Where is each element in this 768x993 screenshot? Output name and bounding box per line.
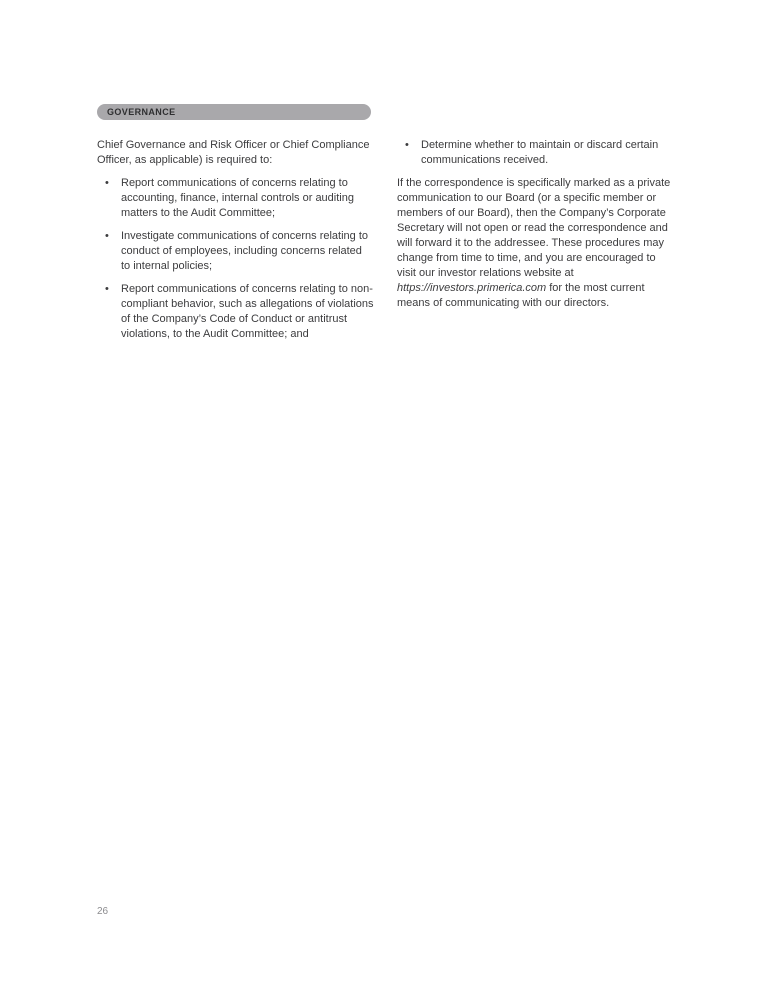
list-item <box>97 229 374 274</box>
left-column <box>97 138 374 342</box>
intro-paragraph: Chief Governance and Risk Officer or Chief Compliance Officer, as applicable) is required to: <box>97 139 370 166</box>
bullet-text: Report communications of concerns relating to non-compliant behavior, such as allegations of violations of the Company’s Code of Conduct or antitrust violations, to the Audit Committee; and <box>121 283 374 340</box>
right-column <box>397 138 675 311</box>
bullet-text: Investigate communications of concerns relating to conduct of employees, including concerns related to internal policies; <box>121 230 369 272</box>
bullet-icon: • <box>405 139 409 151</box>
list-item <box>97 282 374 342</box>
left-bullet-list <box>97 176 374 342</box>
section-header-badge <box>97 104 371 120</box>
bullet-icon: • <box>105 177 109 189</box>
page-number: 26 <box>97 906 109 917</box>
body-paragraph <box>397 176 675 311</box>
section-header-label: GOVERNANCE <box>107 106 176 117</box>
bullet-icon: • <box>105 230 109 242</box>
paragraph-text-after: for the most current means of communicating with our directors. <box>397 282 645 309</box>
bullet-icon: • <box>105 283 109 295</box>
investor-relations-url: https://investors.primerica.com <box>397 282 547 294</box>
paragraph-text-before: If the correspondence is specifically marked as a private communication to our Board (or a specific member or members of our Board), then the Company’s Corporate Secretary will not open or read the correspondence and will forward it to the addressee. These procedures may change from time to time, and you are encouraged to visit our investor relations website at <box>397 177 671 279</box>
bullet-text: Determine whether to maintain or discard certain communications received. <box>421 139 659 166</box>
right-bullet-list <box>397 138 675 168</box>
list-item <box>397 138 675 168</box>
bullet-text: Report communications of concerns relating to accounting, finance, internal controls or auditing matters to the Audit Committee; <box>121 177 354 219</box>
list-item <box>97 176 374 221</box>
